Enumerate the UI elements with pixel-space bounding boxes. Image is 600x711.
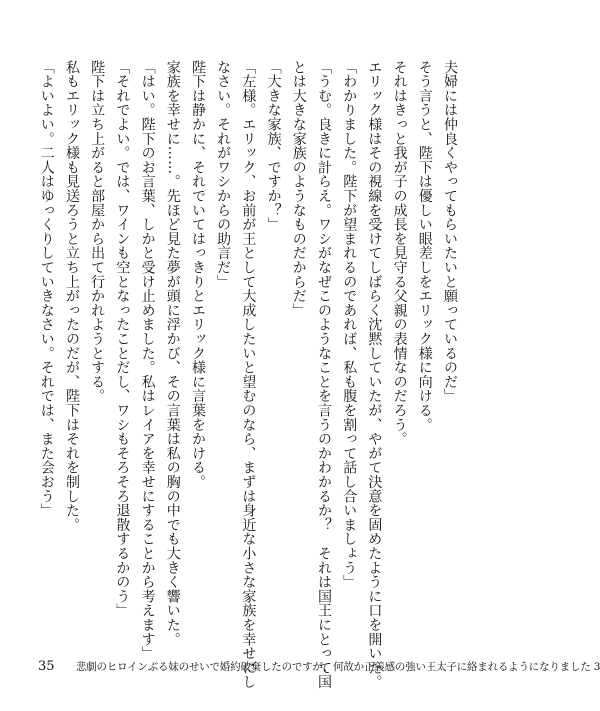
text-line: 「うむ。良きに計らえ。ワシがなぜこのようなことを言うのかわかるか？ それは国王にとって国 <box>315 60 332 690</box>
text-line: 私もエリック様も見送ろうと立ち上がったのだが、陛下はそれを制した。 <box>63 60 80 532</box>
text-line: 「よいよい。二人はゆっくりしていきなさい。それでは、また会おう」 <box>38 60 55 518</box>
text-line: 「それでよい。では、ワインも空となったことだし、ワシもそろそろ退散するかのう」 <box>114 60 131 618</box>
text-line: とは大きな家族のようなものだからだ」 <box>290 60 307 318</box>
text-line: 陛下は静かに、それでいてはっきりとエリック様に言葉をかける。 <box>189 60 206 489</box>
text-line: 「左様。エリック、お前が王として大成したいと望むのなら、まずは身近な小さな家族を幸せにし <box>240 60 257 690</box>
text-line: 「わかりました。陛下が望まれるのであれば、私も腹を割って話し合いましょう」 <box>341 60 358 590</box>
page-number: 35 <box>38 659 55 674</box>
page-footer <box>38 657 600 677</box>
text-line: なさい。それがワシからの助言だ」 <box>215 60 232 289</box>
text-line: エリック様はその視線を受けてしばらく沈黙していたが、やがて決意を固めたように口を開いた。 <box>366 60 383 690</box>
text-line: そう言うと、陛下は優しい眼差しをエリック様に向ける。 <box>416 60 433 432</box>
text-line: 「大きな家族、ですか？」 <box>265 60 282 232</box>
text-line: 「はい。陛下のお言葉、しかと受け止めました。私はレイアを幸せにすることから考えます」 <box>139 60 156 661</box>
text-line: 夫婦には仲良くやってもらいたいと願っているのだ」 <box>442 60 458 404</box>
text-line: 陛下は立ち上がると部屋から出て行かれようとする。 <box>89 60 106 404</box>
text-line: それはきっと我が子の成長を見守る父親の表情なのだろう。 <box>391 60 408 447</box>
text-line: 家族を幸せに……。先ほど見た夢が頭に浮かび、その言葉は私の胸の中でも大きく響いた。 <box>164 60 181 647</box>
running-title: 悲劇のヒロインぶる妹のせいで婚約破棄したのですが、何故か正義感の強い王太子に絡まれるようになりました 3 <box>75 661 600 673</box>
